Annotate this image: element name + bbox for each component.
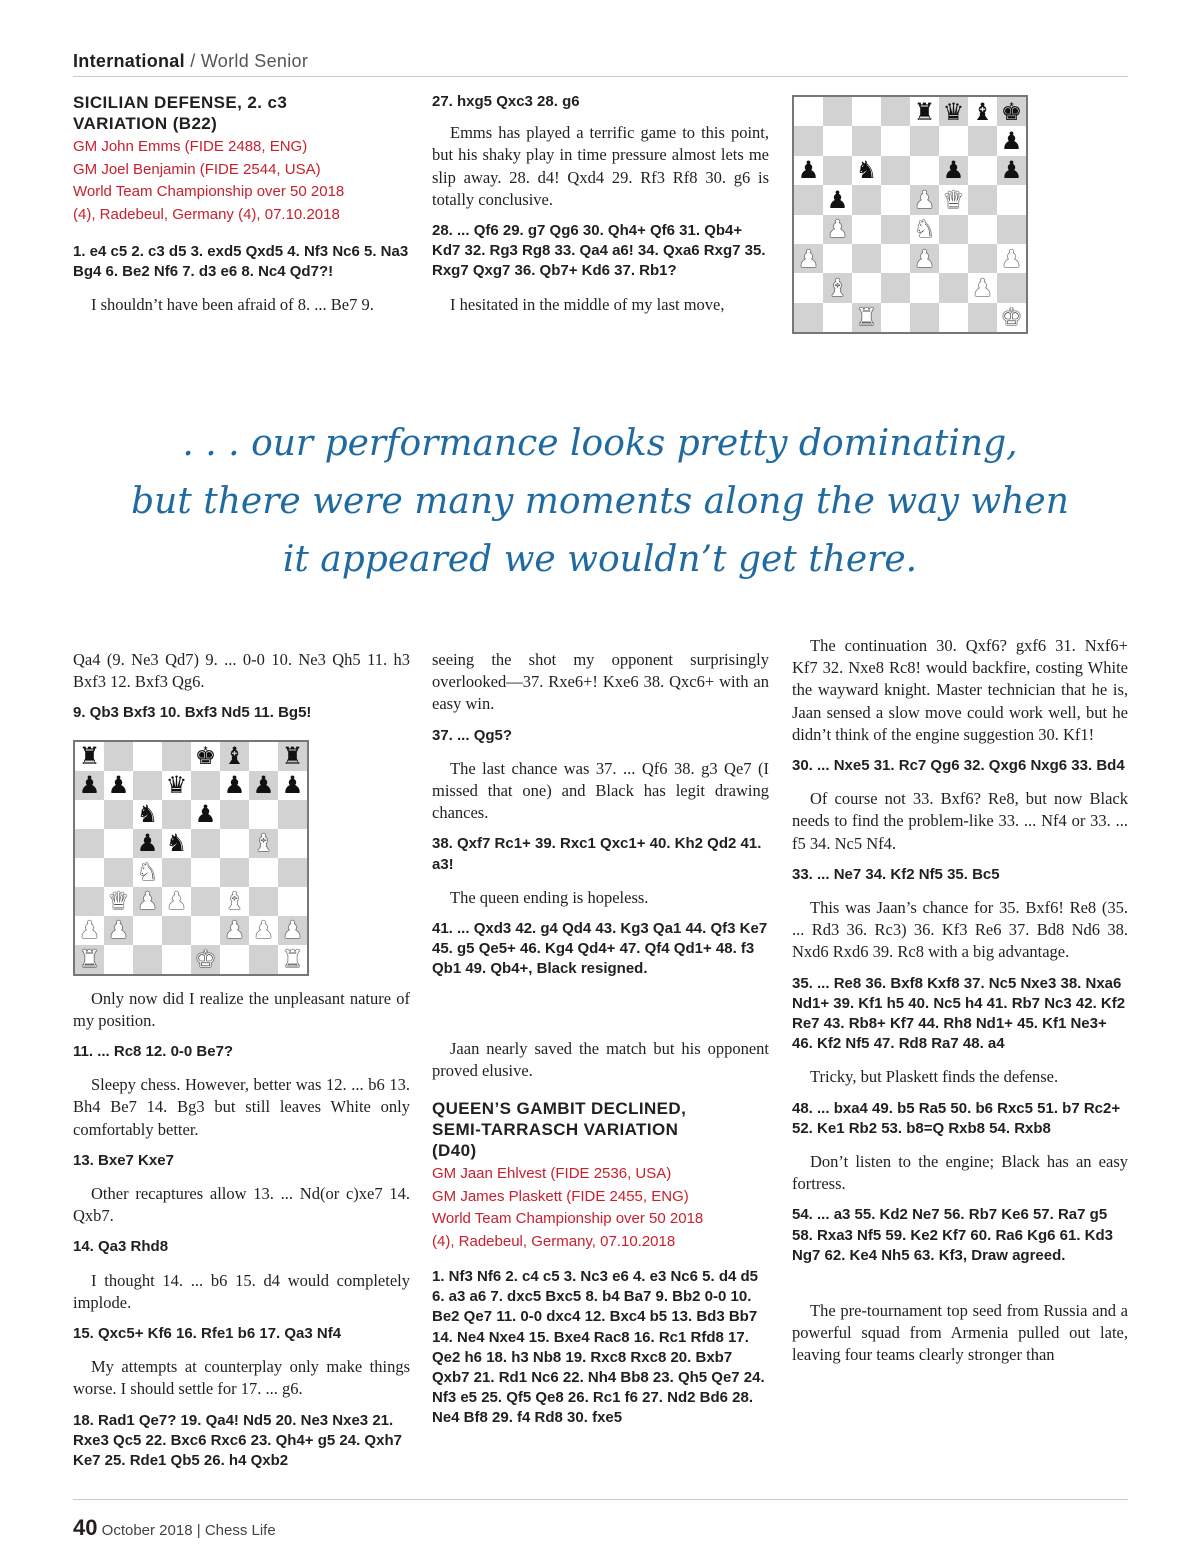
- board-square: [104, 945, 133, 974]
- chess-diagram-game1-move11: [73, 740, 309, 976]
- white-pawn-icon: ♟: [910, 244, 939, 273]
- board-square: [939, 244, 968, 273]
- board-square: [133, 742, 162, 771]
- game2-white-player: GM Jaan Ehlvest (FIDE 2536, USA): [432, 1165, 672, 1183]
- black-pawn-icon: ♟: [823, 185, 852, 214]
- board-square: [794, 126, 823, 155]
- board-square: [939, 215, 968, 244]
- white-knight-icon: ♞: [910, 215, 939, 244]
- board-square: [191, 916, 220, 945]
- pull-quote-line2: but there were many moments along the way when: [131, 481, 1069, 522]
- board-square: [278, 887, 307, 916]
- chess-diagram-game1-move37: [792, 95, 1028, 334]
- game2-note-5: Don’t listen to the engine; Black has an easy fortress.: [792, 1152, 1128, 1194]
- white-queen-icon: ♛: [939, 185, 968, 214]
- board-square: [852, 185, 881, 214]
- board-square: [249, 742, 278, 771]
- subsection-name: World Senior: [200, 51, 309, 71]
- board-square: [881, 185, 910, 214]
- white-king-icon: ♚: [997, 303, 1026, 332]
- board-square: [104, 742, 133, 771]
- game1-note-5: Other recaptures allow 13. ... Nd(or c)xe7 14. Qxb7.: [73, 1184, 410, 1226]
- board-square: [852, 215, 881, 244]
- white-pawn-icon: ♟: [997, 244, 1026, 273]
- pull-quote: [100, 415, 1100, 589]
- game2-moves-6: 54. ... a3 55. Kd2 Ne7 56. Rb7 Ke6 57. Ra7 g5 58. Rxa3 Nf5 59. Ke2 Kf7 60. Ra6 Kg6 61. Kd3 Ng7 62. Ke4 Nh5 63. Kf3, Draw agreed.: [792, 1206, 1113, 1264]
- black-pawn-icon: ♟: [997, 156, 1026, 185]
- white-bishop-icon: ♝: [249, 829, 278, 858]
- game2-event: World Team Championship over 50 2018: [432, 1210, 704, 1228]
- game2-moves-5: 48. ... bxa4 49. b5 Ra5 50. b6 Rxc5 51. b7 Rc2+ 52. Ke1 Rb2 53. b8=Q Rxb8 54. Rxb8: [792, 1099, 1121, 1137]
- magazine-name: Chess Life: [204, 1522, 276, 1539]
- section-name: International: [73, 51, 185, 71]
- board-square: [823, 303, 852, 332]
- game1-moves-8: 37. ... Qg5?: [432, 726, 513, 744]
- game2-note-4: Tricky, but Plaskett finds the defense.: [810, 1067, 1059, 1087]
- black-rook-icon: ♜: [75, 742, 104, 771]
- board-square: [191, 858, 220, 887]
- board-square: [939, 126, 968, 155]
- board-square: [75, 887, 104, 916]
- board-square: [910, 303, 939, 332]
- game1-moves-10: 41. ... Qxd3 42. g4 Qd4 43. Kg3 Qa1 44. Qf3 Ke7 45. g5 Qe5+ 46. Kg4 Qd4+ 47. Qf4 Qd1+ 48. f3 Qb1 49. Qb4+, Black resigned.: [432, 920, 768, 978]
- board-square: [823, 244, 852, 273]
- header-rule: [73, 76, 1128, 77]
- board-square: [133, 771, 162, 800]
- column-1-top: [73, 92, 410, 317]
- game1-note-6: I thought 14. ... b6 15. d4 would completely implode.: [73, 1270, 410, 1312]
- white-pawn-icon: ♟: [104, 916, 133, 945]
- black-knight-icon: ♞: [162, 829, 191, 858]
- board-square: [997, 273, 1026, 302]
- game1-white-player: GM John Emms (FIDE 2488, ENG): [73, 138, 308, 155]
- game2-moves-1: 1. Nf3 Nf6 2. c4 c5 3. Nc3 e6 4. e3 Nc6 5. d4 d5 6. a3 a6 7. dxc5 Bxc5 8. b4 Ba7 9. Bb2 0-0 10. Be2 Qe7 11. 0-0 dxc4 12. Bxc4 b5 13. Bd3 Bb7 14. Ne4 Nxe4 15. Bxe4 Rac8 16. Rc1 Rfd8 17. Qe2 h6 18. h3 Nb8 19. Rxc8 Rxc8 20. Bxb7 Qxb7 21. Rd1 Nc6 22. Nh4 Bb8 23. Qh5 Qe7 24. Nf3 e5 25. Qf5 Qe8 26. Rc1 f6 27. Nd2 Bd6 28. Ne4 Bf8 29. f4 Rd8 30. fxe5: [432, 1268, 765, 1427]
- black-pawn-icon: ♟: [997, 126, 1026, 155]
- board-square: [881, 244, 910, 273]
- match-summary: Jaan nearly saved the match but his opponent proved elusive.: [432, 1038, 769, 1080]
- board-square: [220, 945, 249, 974]
- board-square: [104, 829, 133, 858]
- board-square: [794, 185, 823, 214]
- board-square: [133, 945, 162, 974]
- white-pawn-icon: ♟: [968, 273, 997, 302]
- black-pawn-icon: ♟: [939, 156, 968, 185]
- black-king-icon: ♚: [191, 742, 220, 771]
- black-bishop-icon: ♝: [220, 742, 249, 771]
- board-square: [939, 273, 968, 302]
- board-square: [104, 800, 133, 829]
- board-square: [910, 156, 939, 185]
- board-square: [997, 185, 1026, 214]
- game1-note-7: My attempts at counterplay only make things worse. I should settle for 17. ... g6.: [73, 1357, 410, 1399]
- black-pawn-icon: ♟: [75, 771, 104, 800]
- white-king-icon: ♚: [191, 945, 220, 974]
- white-pawn-icon: ♟: [162, 887, 191, 916]
- board-square: [162, 858, 191, 887]
- game2-black-player: GM James Plaskett (FIDE 2455, ENG): [432, 1187, 689, 1205]
- white-bishop-icon: ♝: [823, 273, 852, 302]
- white-pawn-icon: ♟: [75, 916, 104, 945]
- board-square: [881, 273, 910, 302]
- board-square: [881, 215, 910, 244]
- board-square: [823, 126, 852, 155]
- board-square: [162, 742, 191, 771]
- game1-event: World Team Championship over 50 2018: [73, 183, 345, 200]
- board-square: [191, 771, 220, 800]
- black-king-icon: ♚: [997, 97, 1026, 126]
- white-pawn-icon: ♟: [220, 916, 249, 945]
- game1-title: [73, 92, 410, 134]
- board-square: [968, 185, 997, 214]
- black-queen-icon: ♛: [162, 771, 191, 800]
- game2-title: [432, 1098, 769, 1161]
- board-square: [191, 887, 220, 916]
- board-square: [939, 303, 968, 332]
- white-rook-icon: ♜: [852, 303, 881, 332]
- game1-moves-top-3: 28. ... Qf6 29. g7 Qg6 30. Qh4+ Qf6 31. Qb4+ Kd7 32. Rg3 Rg8 33. Qa4 a6! 34. Qxa6 Rxg7 35. Rxg7 Qxg7 36. Qb7+ Kd6 37. Rb1?: [432, 222, 766, 280]
- board-square: [910, 126, 939, 155]
- game2-moves-4: 35. ... Re8 36. Bxf8 Kxf8 37. Nc5 Nxe3 38. Nxa6 Nd1+ 39. Kf1 h5 40. Nc5 h4 41. Rb7 Nc3 42. Kf2 Re7 43. Rb8+ Kf7 44. Rh8 Nd1+ 45. Kf1 Ne3+ 46. Kf2 Nf5 47. Rd8 Ra7 48. a4: [792, 974, 1126, 1053]
- black-rook-icon: ♜: [278, 742, 307, 771]
- black-pawn-icon: ♟: [220, 771, 249, 800]
- game2-note-3: This was Jaan’s chance for 35. Bxf6! Re8 (35. ... Rd3 36. Rc3) 36. Kf3 Re6 37. Bd8 Nd6 38. Nxd6 Rxd6 39. Rc8 with a big advantage.: [792, 898, 1128, 962]
- black-pawn-icon: ♟: [249, 771, 278, 800]
- board-square: [278, 829, 307, 858]
- board-square: [794, 273, 823, 302]
- board-square: [852, 97, 881, 126]
- board-square: [794, 97, 823, 126]
- game1-title-line1: SICILIAN DEFENSE, 2. c3: [73, 93, 288, 112]
- board-square: [852, 126, 881, 155]
- black-bishop-icon: ♝: [968, 97, 997, 126]
- black-rook-icon: ♜: [910, 97, 939, 126]
- game2-note-2: Of course not 33. Bxf6? Re8, but now Black needs to find the problem-like 33. ... Nf4 or 33. ... f5 34. Nc5 Nf4.: [792, 789, 1128, 853]
- board-square: [278, 858, 307, 887]
- black-knight-icon: ♞: [852, 156, 881, 185]
- white-bishop-icon: ♝: [220, 887, 249, 916]
- game1-event-location: (4), Radebeul, Germany (4), 07.10.2018: [73, 205, 340, 223]
- game1-moves-7: 18. Rad1 Qe7? 19. Qa4! Nd5 20. Ne3 Nxe3 21. Rxe3 Qc5 22. Bxc6 Rxc6 23. Qh4+ g5 24. Qxh7 Ke7 25. Rde1 Qb5 26. h4 Qxb2: [73, 1411, 402, 1470]
- game1-moves-1: 1. e4 c5 2. c3 d5 3. exd5 Qxd5 4. Nf3 Nc6 5. Na3 Bg4 6. Be2 Nf6 7. d3 e6 8. Nc4 Qd7?!: [73, 243, 409, 281]
- game1-black-player: GM Joel Benjamin (FIDE 2544, USA): [73, 160, 321, 178]
- pull-quote-line1: . . . our performance looks pretty dominating,: [182, 423, 1018, 464]
- board-square: [75, 800, 104, 829]
- board-square: [220, 829, 249, 858]
- black-knight-icon: ♞: [133, 800, 162, 829]
- column-3-bottom: [792, 635, 1128, 1367]
- game1-moves-3: 11. ... Rc8 12. 0-0 Be7?: [73, 1043, 234, 1061]
- game2-event-location: (4), Radebeul, Germany, 07.10.2018: [432, 1232, 676, 1250]
- game1-moves-2: 9. Qb3 Bxf3 10. Bxf3 Nd5 11. Bg5!: [73, 704, 312, 722]
- board-square: [968, 156, 997, 185]
- column-2-top: [432, 92, 769, 316]
- board-square: [220, 858, 249, 887]
- game1-title-line2: VARIATION (B22): [73, 114, 218, 133]
- board-square: [104, 858, 133, 887]
- board-square: [191, 829, 220, 858]
- board-square: [881, 303, 910, 332]
- board-square: [968, 244, 997, 273]
- white-knight-icon: ♞: [133, 858, 162, 887]
- board-square: [910, 273, 939, 302]
- board-square: [881, 97, 910, 126]
- game1-note-10: The queen ending is hopeless.: [450, 887, 649, 907]
- section-header: [73, 51, 308, 72]
- tournament-commentary: The pre-tournament top seed from Russia and a powerful squad from Armenia pulled out late, leaving four teams clearly stronger than: [792, 1301, 1128, 1365]
- board-square: [968, 126, 997, 155]
- black-pawn-icon: ♟: [794, 156, 823, 185]
- white-rook-icon: ♜: [75, 945, 104, 974]
- white-pawn-icon: ♟: [823, 215, 852, 244]
- game2-moves-2: 30. ... Nxe5 31. Rc7 Qg6 32. Qxg6 Nxg6 33. Bd4: [792, 757, 1125, 775]
- game1-moves-top-2: 27. hxg5 Qxc3 28. g6: [432, 93, 580, 110]
- game1-note-8: seeing the shot my opponent surprisingly overlooked—37. Rxe6+! Kxe6 38. Qxc6+ with an easy win.: [432, 650, 769, 714]
- board-square: [249, 800, 278, 829]
- game1-note-4: Sleepy chess. However, better was 12. ... b6 13. Bh4 Be7 14. Bg3 but still leaves White only comfortably better.: [73, 1075, 410, 1139]
- white-queen-icon: ♛: [104, 887, 133, 916]
- board-square: [794, 215, 823, 244]
- footer-rule: [73, 1499, 1128, 1500]
- issue-date: October 2018: [101, 1522, 193, 1539]
- white-pawn-icon: ♟: [794, 244, 823, 273]
- board-square: [220, 800, 249, 829]
- board-square: [794, 303, 823, 332]
- game1-moves-4: 13. Bxe7 Kxe7: [73, 1151, 174, 1169]
- game1-note-top-3: I hesitated in the middle of my last move,: [450, 294, 725, 314]
- black-pawn-icon: ♟: [133, 829, 162, 858]
- board-square: [75, 858, 104, 887]
- pull-quote-line3: it appeared we wouldn’t get there.: [282, 539, 918, 580]
- game1-note-top-2: Emms has played a terrific game to this point, but his shaky play in time pressure almost lets me slip away. 28. d4! Qxd4 29. Rf3 Rf8 30. g6 is totally conclusive.: [432, 123, 769, 209]
- board-square: [162, 916, 191, 945]
- black-queen-icon: ♛: [939, 97, 968, 126]
- board-square: [249, 858, 278, 887]
- white-pawn-icon: ♟: [249, 916, 278, 945]
- board-square: [75, 829, 104, 858]
- game1-note-1: I shouldn’t have been afraid of 8. ... Be7 9.: [91, 295, 374, 315]
- board-square: [162, 800, 191, 829]
- game1-note-2: Qa4 (9. Ne3 Qd7) 9. ... 0-0 10. Ne3 Qh5 11. h3 Bxf3 12. Bxf3 Qg6.: [73, 650, 410, 692]
- board-square: [278, 800, 307, 829]
- board-square: [968, 303, 997, 332]
- board-square: [162, 945, 191, 974]
- board-square: [852, 273, 881, 302]
- white-pawn-icon: ♟: [278, 916, 307, 945]
- board-square: [249, 945, 278, 974]
- black-pawn-icon: ♟: [191, 800, 220, 829]
- black-pawn-icon: ♟: [104, 771, 133, 800]
- white-pawn-icon: ♟: [910, 185, 939, 214]
- game1-moves-5: 14. Qa3 Rhd8: [73, 1238, 169, 1256]
- page-footer: [73, 1515, 276, 1541]
- black-pawn-icon: ♟: [278, 771, 307, 800]
- footer-separator: |: [196, 1522, 201, 1539]
- game1-note-3: Only now did I realize the unpleasant nature of my position.: [73, 988, 410, 1030]
- column-1-bottom: [73, 649, 410, 1471]
- board-square: [852, 244, 881, 273]
- column-2-bottom: [432, 649, 769, 1429]
- game2-title-line3: (D40): [432, 1141, 477, 1161]
- game2-title-line1: QUEEN’S GAMBIT DECLINED,: [432, 1099, 687, 1119]
- board-square: [881, 126, 910, 155]
- section-separator: /: [184, 51, 201, 71]
- board-square: [249, 887, 278, 916]
- game2-note-1: The continuation 30. Qxf6? gxf6 31. Nxf6+ Kf7 32. Nxe8 Rc8! would backfire, costing White the wayward knight. Master technician that he is, Jaan sensed a slow move could work well, but he didn’t think of the engine suggestion 30. Kf1!: [792, 636, 1128, 744]
- board-square: [968, 215, 997, 244]
- page-number: 40: [73, 1515, 98, 1540]
- game2-title-line2: SEMI-TARRASCH VARIATION: [432, 1120, 679, 1140]
- game1-note-9: The last chance was 37. ... Qf6 38. g3 Qe7 (I missed that one) and Black has legit drawing chances.: [432, 758, 769, 823]
- game1-moves-6: 15. Qxc5+ Kf6 16. Rfe1 b6 17. Qa3 Nf4: [73, 1325, 342, 1343]
- game2-moves-3: 33. ... Ne7 34. Kf2 Nf5 35. Bc5: [792, 865, 1000, 883]
- board-square: [823, 97, 852, 126]
- board-square: [823, 156, 852, 185]
- white-rook-icon: ♜: [278, 945, 307, 974]
- game1-moves-9: 38. Qxf7 Rc1+ 39. Rxc1 Qxc1+ 40. Kh2 Qd2 41. a3!: [432, 835, 762, 873]
- board-square: [881, 156, 910, 185]
- board-square: [133, 916, 162, 945]
- white-pawn-icon: ♟: [133, 887, 162, 916]
- board-square: [997, 215, 1026, 244]
